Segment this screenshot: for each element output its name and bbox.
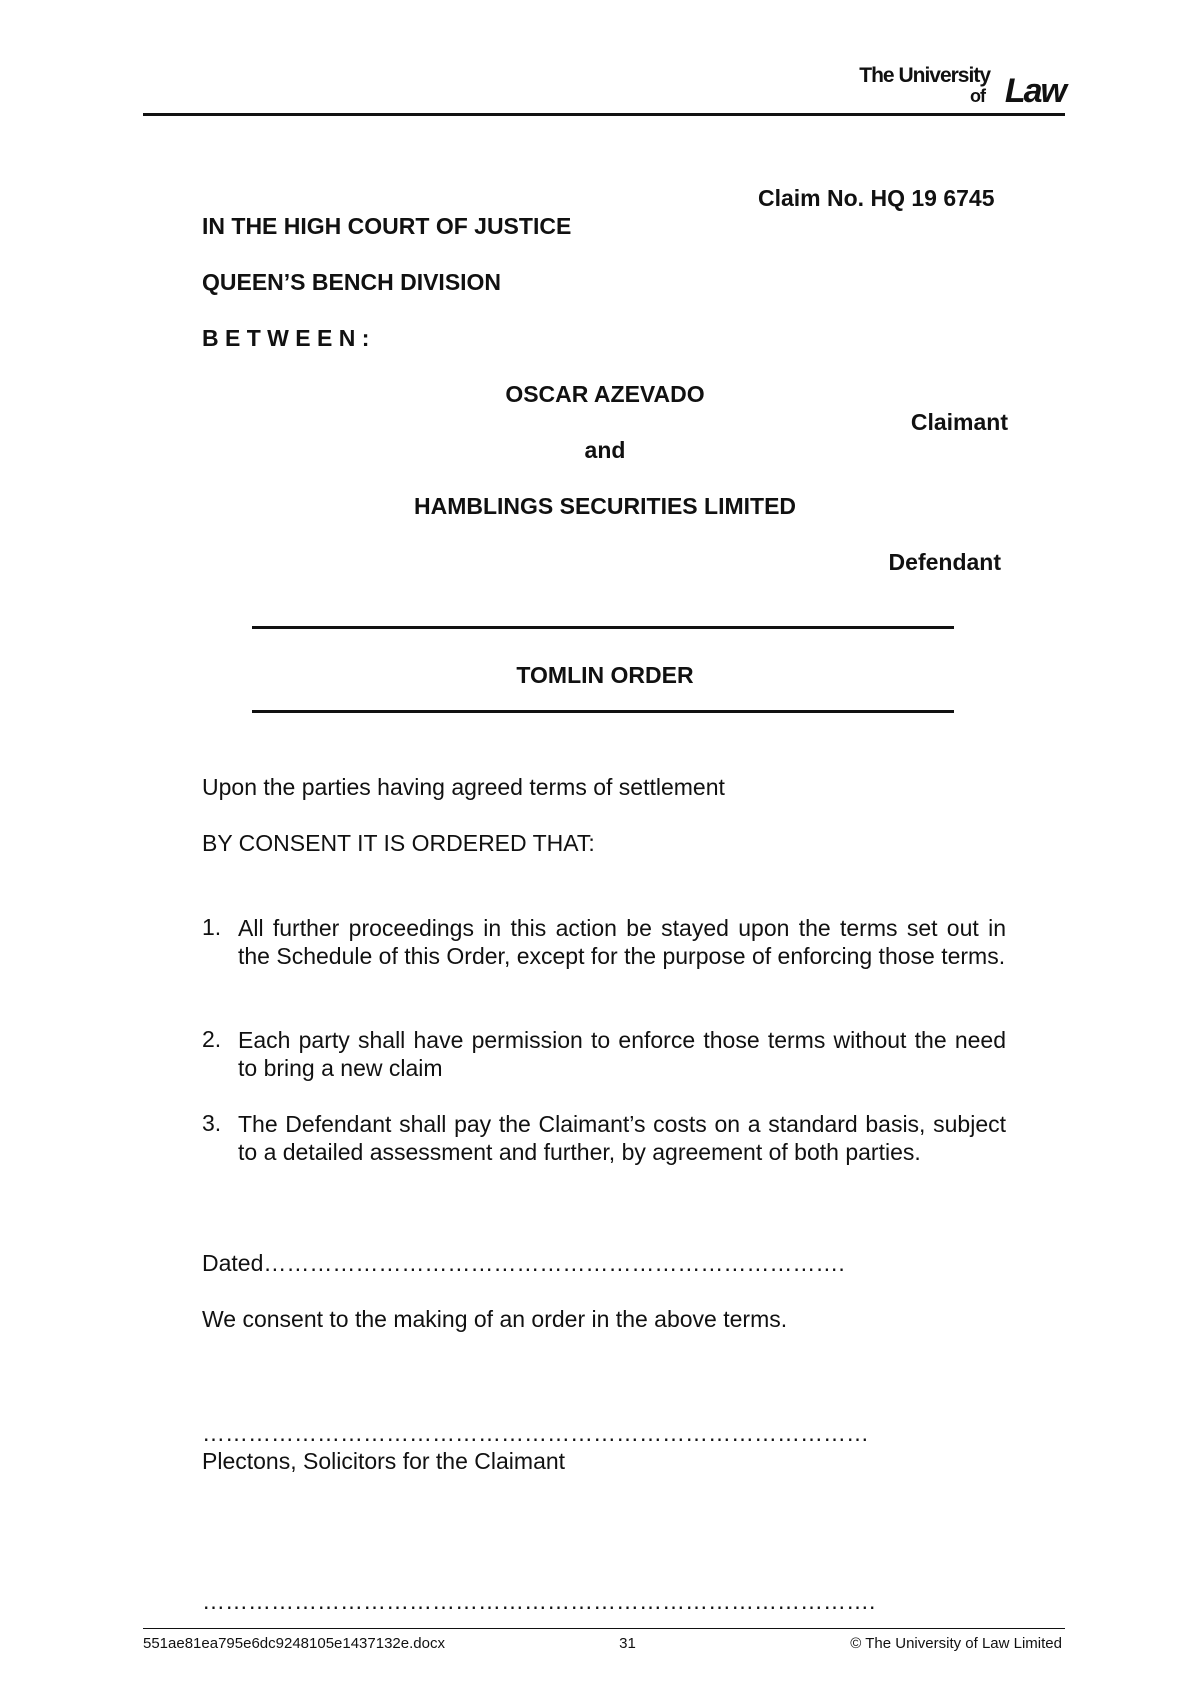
signature-line-claimant: ……………………………………………………………………………: [202, 1420, 869, 1446]
claimant-role: Claimant: [910, 409, 1008, 435]
item-2-number: 2.: [202, 1026, 222, 1052]
court-division: QUEEN’S BENCH DIVISION: [202, 269, 502, 295]
between-heading: B E T W E E N :: [202, 325, 370, 351]
footer-rule: [143, 1628, 1065, 1629]
item-1-text: All further proceedings in this action be stayed upon the terms set out in the Schedule of this Order, except for the purpose of enforcing those terms.: [238, 915, 1006, 969]
preamble: Upon the parties having agreed terms of settlement: [202, 774, 725, 800]
item-2-text: Each party shall have permission to enforce those terms without the need to bring a new claim: [238, 1027, 1006, 1081]
header-rule: [143, 113, 1065, 116]
item-1-number: 1.: [202, 914, 222, 940]
footer-copyright: © The University of Law Limited: [850, 1635, 1062, 1652]
logo-text-university: The University: [859, 64, 990, 87]
university-of-law-logo: [845, 60, 1065, 110]
and-separator: and: [584, 437, 626, 463]
claimant-name: OSCAR AZEVADO: [505, 381, 705, 407]
defendant-name: HAMBLINGS SECURITIES LIMITED: [413, 493, 797, 519]
court-name: IN THE HIGH COURT OF JUSTICE: [202, 213, 572, 239]
dated-line: Dated………………………………………………………………….: [202, 1250, 845, 1276]
logo-text-law: Law: [1004, 72, 1065, 110]
logo-text-of: of: [970, 86, 985, 106]
title-rule-bottom: [252, 710, 954, 713]
footer-filename: 551ae81ea795e6dc9248105e1437132e.docx: [143, 1635, 445, 1652]
order-title: TOMLIN ORDER: [516, 662, 694, 688]
claim-number: Claim No. HQ 19 6745: [758, 185, 995, 211]
footer-page-number: 31: [619, 1635, 636, 1652]
consent-heading: BY CONSENT IT IS ORDERED THAT:: [202, 830, 595, 856]
item-3-text: The Defendant shall pay the Claimant’s costs on a standard basis, subject to a detailed assessment and further, by agreement of both parties.: [238, 1111, 1006, 1165]
defendant-role: Defendant: [888, 549, 1001, 575]
signature-line-defendant: …………………………………………………………………………….: [202, 1588, 876, 1614]
consent-statement: We consent to the making of an order in the above terms.: [202, 1306, 788, 1332]
title-rule-top: [252, 626, 954, 629]
signatory-claimant: Plectons, Solicitors for the Claimant: [202, 1448, 566, 1474]
item-3-number: 3.: [202, 1110, 222, 1136]
